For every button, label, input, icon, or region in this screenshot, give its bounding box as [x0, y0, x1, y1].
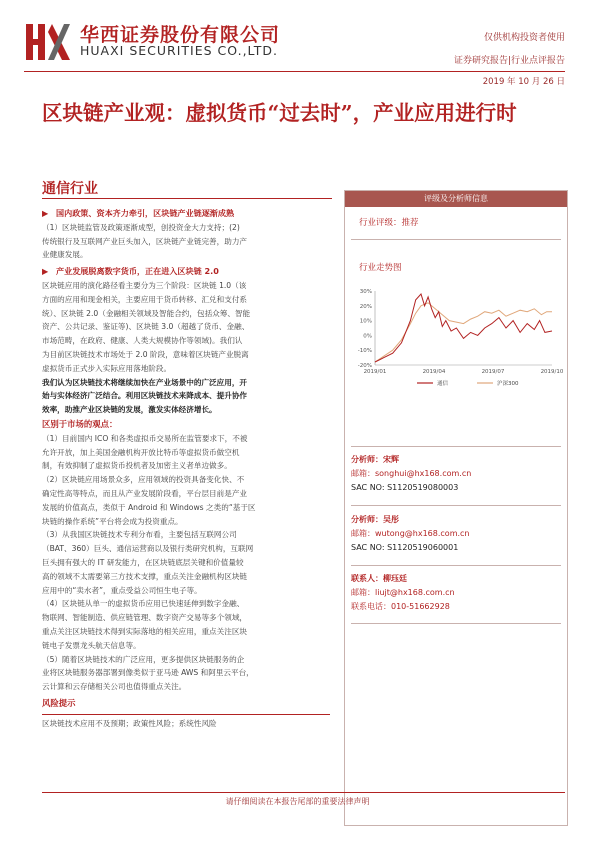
report-body	[42, 207, 330, 730]
advice-line: （5）随着区块链技术的广泛应用，更多提供区块链服务的企	[42, 654, 245, 664]
section-heading-text: 国内政策、资本齐力牵引，区块链产业链逐渐成熟	[56, 208, 235, 218]
advice-line: 重点关注区块链技术得到实际落地的相关应用，重点关注区块	[42, 626, 248, 636]
rating-analyst-panel	[344, 190, 568, 826]
risk-heading: 风险提示	[42, 697, 76, 708]
advice-line: 业将区块链服务器部署到像类似于亚马逊 AWS 和阿里云平台，	[42, 668, 254, 678]
advice-line: 发展的价值高点，类似于 Android 和 Windows 之类的“基于区	[42, 502, 256, 512]
panel-divider	[351, 239, 561, 240]
advice-line: （1）目前国内 ICO 和各类虚拟币交易所在监管要求下，不被	[42, 433, 248, 443]
x-tick-label: 2019/01	[363, 369, 387, 375]
report-title: 区块链产业观：虚拟货币“过去时”，产业应用进行时	[42, 101, 517, 125]
advice-line: 允许开放，加上美国金融机构开放比特币等虚拟货币做空机	[42, 447, 240, 457]
y-tick-label: 30%	[359, 289, 372, 295]
analyst-email: 邮箱：songhui@hx168.com.cn	[351, 469, 472, 478]
advice-line: 应用中的“卖水者”，重点受益公司恒生电子等。	[42, 585, 202, 595]
series-line	[375, 294, 552, 362]
bold-line: 始与实体经济广泛结合。利用区块链技术来降成本、提升协作	[42, 391, 248, 401]
legend-label: 沪深300	[497, 381, 519, 387]
brand-name-cn: 华西证券股份有限公司	[80, 24, 281, 46]
panel-header: 评级及分析师信息	[345, 191, 567, 207]
trend-chart-title: 行业走势图	[359, 263, 402, 273]
panel-divider	[351, 446, 561, 447]
risk-divider	[42, 714, 330, 715]
section-heading	[42, 207, 330, 221]
body-line: 区块链应用的演化路径看主要分为三个阶段：区块链 1.0（该	[42, 280, 247, 290]
y-tick-label: -20%	[357, 363, 372, 369]
panel-divider	[351, 565, 561, 566]
industry-label: 通信行业	[42, 181, 98, 197]
section-heading-text: 产业发展脱离数字货币，正在进入区块链 2.0	[56, 266, 219, 277]
x-tick-label: 2019/10	[540, 369, 564, 375]
triangle-bullet-icon: ▶	[42, 208, 49, 218]
advice-line: （2）区块链应用场景众多，应用领域的投资具备变化快、不	[42, 475, 245, 485]
advice-line: 物联网、智能制造、供应链管理、数字资产交易等多个领域，	[42, 613, 248, 623]
body-line: 资产、公共记录、鉴证等)、区块链 3.0（超越了货币、金融、	[42, 322, 250, 332]
body-line: 市场范畴，在政府、健康、人类大规模协作等领域)。我们认	[42, 336, 243, 346]
investor-notice: 仅供机构投资者使用	[483, 33, 565, 43]
body-line: 方面的应用和现金相关，主要应用于货币转移、汇兑和支付系	[42, 294, 248, 304]
series-line	[375, 303, 552, 362]
x-tick-label: 2019/07	[481, 369, 505, 375]
body-line: 虚拟货币正式步入实际应用落地阶段。	[42, 363, 172, 373]
advice-list	[42, 432, 330, 694]
advice-line: 巨头拥有强大的 IT 研发能力，在区块链底层关键和价值量较	[42, 557, 244, 567]
body-line: 统）、区块链 2.0（金融相关领域及智能合约，包括众筹、智能	[42, 308, 251, 318]
section-heading	[42, 265, 330, 279]
industry-divider	[42, 198, 332, 199]
advice-line: 制，有效抑制了虚拟货币投机者及加密主义者单边做多。	[42, 461, 232, 471]
bold-line: 我们认为区块链技术将继续加快在产业场景中的广泛应用，开	[42, 377, 248, 387]
y-tick-label: -10%	[357, 348, 372, 355]
advice-line: 块链的操作系统”平台将会成为投资重点。	[42, 516, 183, 526]
analyst-sac: SAC NO: S1120519060001	[351, 543, 459, 552]
advice-line: （4）区块链从单一的虚拟货币应用已快速延伸到数字金融、	[42, 599, 245, 609]
body-line: 传统银行及互联网产业巨头加入，区块链产业链完善，助力产	[42, 236, 248, 246]
body-line: （1）区块链监管及政策逐渐成型，创投资金大力支持；(2)	[42, 222, 240, 232]
legal-notice: 请仔细阅读在本报告尾部的重要法律声明	[225, 797, 370, 806]
brand-name-en: HUAXI SECURITIES CO.,LTD.	[80, 43, 279, 58]
y-tick-label: 0%	[363, 333, 372, 340]
panel-divider	[351, 505, 561, 506]
report-type: 证券研究报告|行业点评报告	[453, 56, 565, 66]
contact-name: 联系人：柳珏廷	[351, 574, 407, 583]
contact-block	[351, 572, 455, 614]
advice-heading: 区别于市场的观点：	[42, 418, 118, 429]
analyst-sac: SAC NO: S1120519080003	[351, 483, 459, 492]
contact-email: 邮箱：liujt@hx168.com.cn	[351, 588, 455, 597]
analyst-block-2	[351, 513, 470, 555]
huaxi-logo-icon	[24, 20, 74, 64]
report-date: 2019 年 10 月 26 日	[482, 77, 565, 87]
industry-rating: 行业评级：推荐	[359, 218, 419, 228]
footer-divider	[42, 792, 565, 793]
advice-line: （BAT、360）巨头、通信运营商以及银行类研究机构，互联网	[42, 544, 254, 554]
analyst-name: 分析师：宋辉	[351, 455, 399, 464]
analyst-block-1	[351, 453, 471, 495]
bold-line: 效率，助推产业区块链的发展，激发实体经济增长。	[42, 405, 217, 415]
triangle-bullet-icon: ▶	[42, 266, 49, 277]
y-tick-label: 20%	[359, 303, 372, 310]
advice-line: 链电子发票龙头航天信息等。	[42, 640, 141, 650]
advice-line: 确定性高等特点，而且从产业发展阶段看，平台层目前是产业	[42, 488, 248, 498]
contact-phone: 联系电话：010-51662928	[351, 602, 450, 611]
advice-line: 高的领域不太需要第三方技术支撑，重点关注金融机构区块链	[42, 571, 248, 581]
header-divider	[24, 71, 565, 72]
trend-chart	[347, 283, 565, 393]
body-line: 为目前区块链技术市场处于 2.0 阶段，意味着区块链产业脱离	[42, 349, 249, 359]
legend-label: 通信	[437, 381, 449, 387]
advice-line: （3）从我国区块链技术专利分布看，主要包括互联网公司	[42, 530, 237, 540]
analyst-name: 分析师：吴彤	[351, 515, 399, 524]
x-tick-label: 2019/04	[422, 369, 446, 375]
panel-divider	[351, 623, 561, 624]
body-line: 业健康发展。	[42, 250, 88, 260]
advice-line: 云计算和云存储相关公司也值得重点关注。	[42, 682, 187, 692]
analyst-email: 邮箱：wutong@hx168.com.cn	[351, 529, 470, 538]
y-tick-label: 10%	[359, 318, 372, 325]
risk-text: 区块链技术应用不及预期；政策性风险；系统性风险	[42, 718, 217, 728]
